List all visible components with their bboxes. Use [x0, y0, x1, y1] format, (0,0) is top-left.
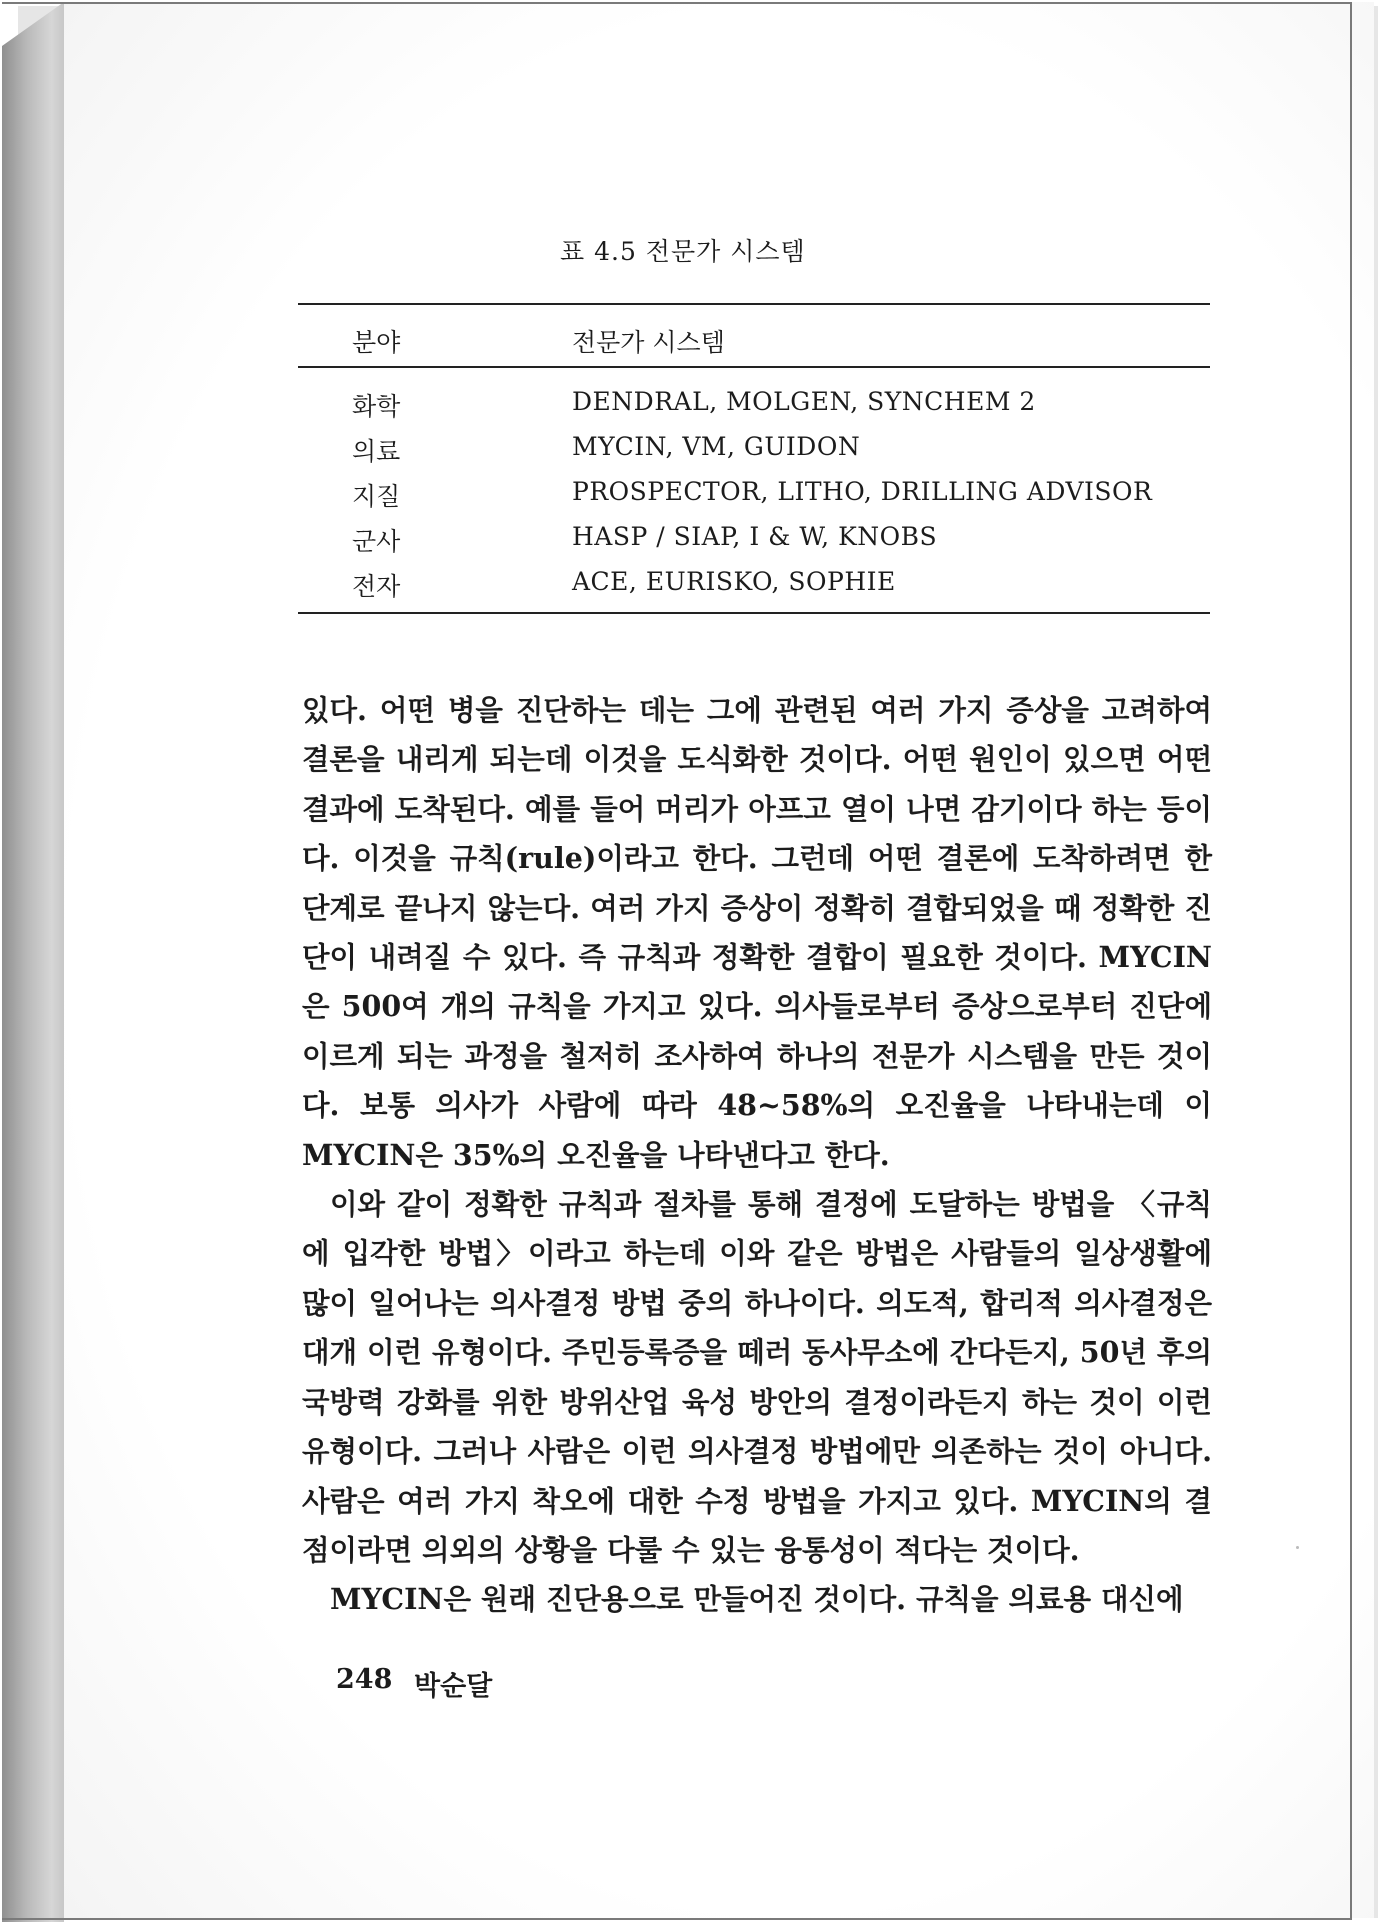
table-row: [0, 522, 1392, 567]
paragraph: 이와 같이 정확한 규칙과 절차를 통해 결정에 도달하는 방법을 〈규칙에 입각한 방법〉이라고 하는데 이와 같은 방법은 사람들의 일상생활에 많이 일어나는 의사결정 방법 중의 하나이다. 의도적, 합리적 의사결정은 대개 이런 유형이다. 주민등록증을 떼러 동사무소에 간다든지, 50년 후의 국방력 강화를 위한 방위산업 육성 방안의 결정이라든지 하는 것이 이런 유형이다. 그러나 사람은 이런 의사결정 방법에만 의존하는 것이 아니다. 사람은 여러 가지 착오에 대한 수정 방법을 가지고 있다. MYCIN의 결점이라면 의외의 상황을 다룰 수 있는 융통성이 적다는 것이다.: [302, 1187, 1212, 1567]
row-field: 화학: [352, 392, 401, 421]
table-row: [0, 567, 1392, 612]
table-bottom-rule: [298, 612, 1210, 614]
row-systems: DENDRAL, MOLGEN, SYNCHEM 2: [572, 387, 1036, 416]
body-text: [302, 686, 1212, 1625]
row-systems: ACE, EURISKO, SOPHIE: [572, 567, 896, 596]
table-caption: 표 4.5 전문가 시스템: [560, 237, 806, 266]
speck-mark: [1296, 1546, 1299, 1549]
table-row: [0, 432, 1392, 477]
row-field: 의료: [352, 437, 401, 466]
column-header-systems: 전문가 시스템: [572, 328, 725, 357]
running-author: 박순달: [414, 1671, 493, 1702]
column-header-field: 분야: [352, 328, 401, 357]
row-field: 지질: [352, 482, 401, 511]
row-systems: MYCIN, VM, GUIDON: [572, 432, 861, 461]
page-number: 248: [336, 1664, 393, 1695]
book-spine: [2, 2, 64, 1922]
table-top-rule: [298, 303, 1210, 305]
table-row: [0, 477, 1392, 522]
row-field: 전자: [352, 572, 401, 601]
row-systems: PROSPECTOR, LITHO, DRILLING ADVISOR: [572, 477, 1153, 506]
table-header-rule: [298, 366, 1210, 368]
paragraph: MYCIN은 원래 진단용으로 만들어진 것이다. 규칙을 의료용 대신에: [330, 1582, 1184, 1617]
paragraph: 있다. 어떤 병을 진단하는 데는 그에 관련된 여러 가지 증상을 고려하여 결론을 내리게 되는데 이것을 도식화한 것이다. 어떤 원인이 있으면 어떤 결과에 도착된다. 예를 들어 머리가 아프고 열이 나면 감기이다 하는 등이다. 이것을 규칙(rule)이라고 한다. 그런데 어떤 결론에 도착하려면 한 단계로 끝나지 않는다. 여러 가지 증상이 정확히 결합되었을 때 정확한 진단이 내려질 수 있다. 즉 규칙과 정확한 결합이 필요한 것이다. MYCIN은 500여 개의 규칙을 가지고 있다. 의사들로부터 증상으로부터 진단에 이르게 되는 과정을 철저히 조사하여 하나의 전문가 시스템을 만든 것이다. 보통 의사가 사람에 따라 48~58%의 오진율을 나타내는데 이 MYCIN은 35%의 오진율을 나타낸다고 한다.: [302, 693, 1212, 1172]
row-systems: HASP / SIAP, I & W, KNOBS: [572, 522, 938, 551]
table-row: [0, 387, 1392, 432]
row-field: 군사: [352, 527, 401, 556]
